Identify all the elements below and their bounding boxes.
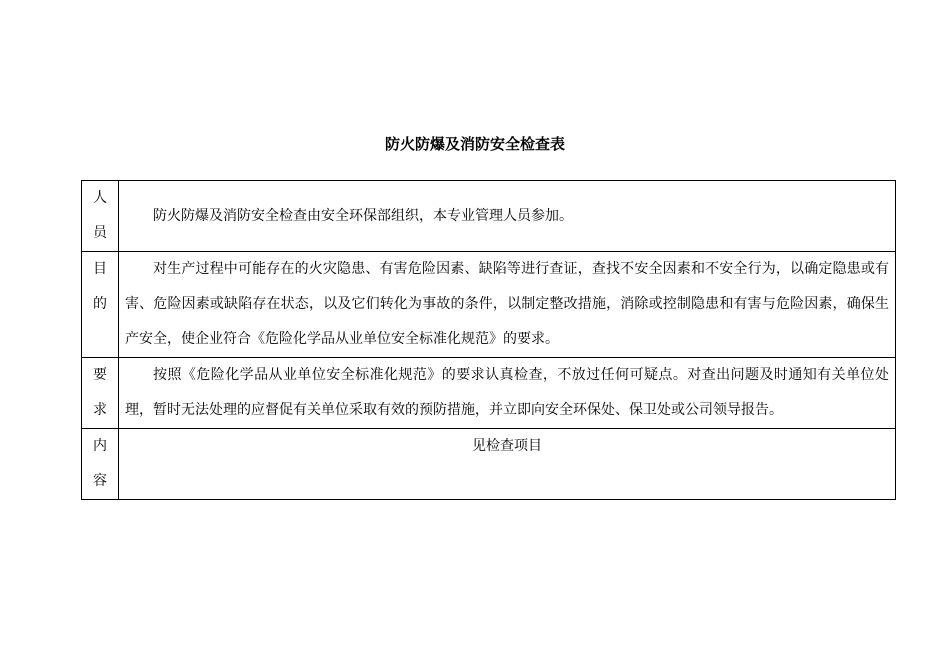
personnel-text: 防火防爆及消防安全检查由安全环保部组织，本专业管理人员参加。: [153, 207, 573, 224]
purpose-text: 对生产过程中可能存在的火灾隐患、有害危险因素、缺陷等进行查证，查找不安全因素和不安全行为，以确定隐患或有害、危险因素或缺陷存在状态，以及它们转化为事故的条件，以制定整改措施，消除或控制隐患和有害与危险因素，确保生产安全，使企业符合《危险化学品从业单位安全标准化规范》的要求。: [125, 261, 889, 347]
row-label-purpose: [82, 252, 119, 358]
row-label-char: 人: [93, 190, 107, 206]
row-content-content: [119, 429, 896, 500]
row-label-content: [82, 429, 119, 500]
table-row-content: [82, 429, 896, 500]
row-label-char: 目: [93, 261, 107, 277]
row-label-personnel: [82, 181, 119, 252]
row-content-requirements: [119, 358, 896, 429]
table-row-requirements: [82, 358, 896, 429]
requirements-text: 按照《危险化学品从业单位安全标准化规范》的要求认真检查，不放过任何可疑点。对查出问题及时通知有关单位处理，暂时无法处理的应督促有关单位采取有效的预防措施，并立即向安全环保处、保卫处或公司领导报告。: [125, 367, 889, 418]
inspection-table: [81, 180, 896, 500]
table-row-purpose: [82, 252, 896, 358]
row-label-char: 求: [93, 402, 107, 418]
row-label-char: 要: [93, 367, 107, 383]
row-content-personnel: [119, 181, 896, 252]
document-title: 防火防爆及消防安全检查表: [384, 135, 565, 153]
row-label-char: 员: [93, 225, 107, 241]
content-text: 见检查项目: [472, 438, 542, 454]
row-content-purpose: [119, 252, 896, 358]
row-label-char: 内: [93, 438, 107, 454]
row-label-requirements: [82, 358, 119, 429]
row-label-char: 的: [93, 296, 107, 312]
table-row-personnel: [82, 181, 896, 252]
row-label-char: 容: [93, 473, 107, 489]
